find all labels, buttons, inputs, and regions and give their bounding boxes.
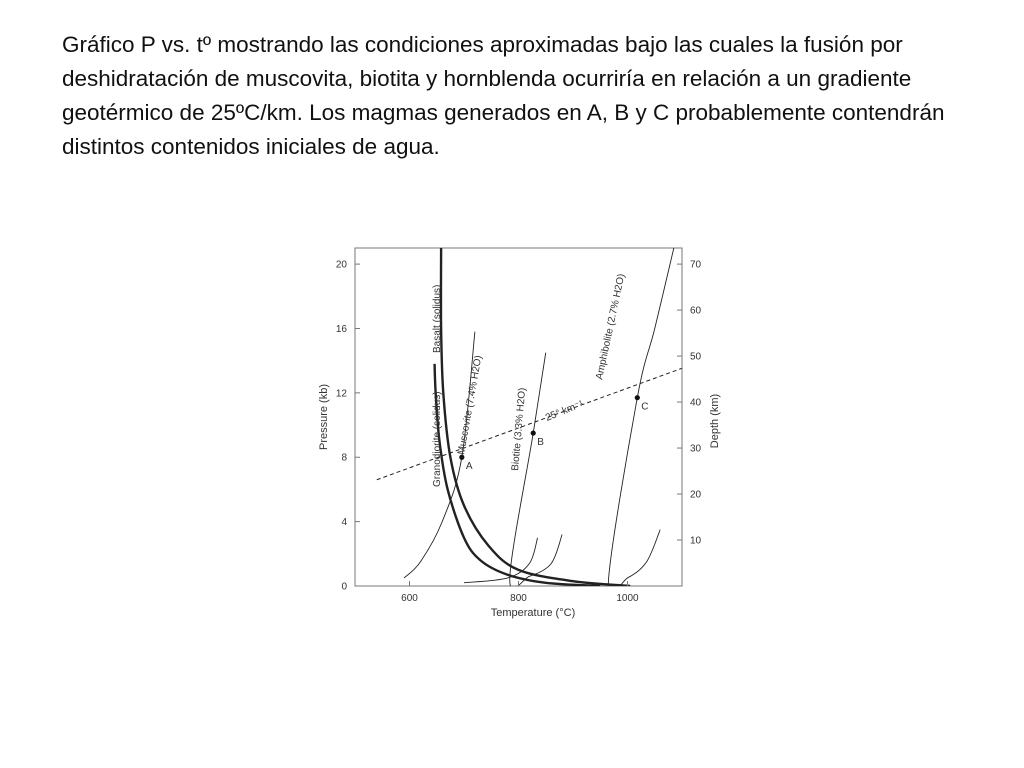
- y-tick-label: 0: [341, 581, 347, 593]
- label-layer: [432, 273, 649, 487]
- y-tick-label: 4: [341, 517, 347, 529]
- x-tick-label: 1000: [616, 593, 639, 604]
- y-axis-title: Pressure (kb): [318, 383, 330, 451]
- y-tick-label: 12: [335, 388, 347, 400]
- y2-tick-label: 20: [690, 489, 702, 501]
- biotite-label: Biotite (3.3% H2O): [510, 387, 529, 472]
- y2-tick-label: 50: [690, 351, 702, 363]
- basalt-label: Basalt (solidus): [432, 284, 443, 353]
- y-tick-label: 16: [335, 323, 347, 335]
- muscovite-label: Muscovite (7.4% H2O): [456, 354, 485, 456]
- x-tick-label: 800: [510, 593, 527, 604]
- y-tick-label: 20: [335, 259, 347, 271]
- y2-tick-label: 70: [690, 259, 702, 271]
- point-a-label: A: [465, 461, 473, 473]
- pressure-temperature-chart: [300, 225, 740, 635]
- point-b-marker: [531, 430, 536, 435]
- y2-axis-title: Depth (km): [709, 393, 721, 449]
- series-layer: [377, 248, 699, 594]
- slide-title: Gráfico P vs. tº mostrando las condiciones aproximadas bajo las cuales la fusión por deshidratación de muscovita, biotita y hornblenda ocurriría en relación a un gradiente geotérmico de 25ºC/km. Los magmas generados en A, B y C probablemente contendrán distintos contenidos iniciales de agua.: [62, 32, 945, 159]
- y2-tick-label: 10: [690, 535, 702, 547]
- x-tick-label: 600: [401, 593, 418, 604]
- amphibolite-label: Amphibolite (2.7% H2O): [594, 272, 628, 381]
- point-c-marker: [635, 395, 640, 400]
- granodiorite-label: Granodiorite (solidus): [432, 391, 443, 487]
- point-b-label: B: [537, 437, 544, 449]
- y2-tick-label: 60: [690, 305, 702, 317]
- point-c-label: C: [641, 401, 649, 413]
- series-25-km-line-5: [377, 362, 699, 479]
- x-axis-title: Temperature (°C): [490, 607, 576, 619]
- gradient-label: 25° km⁻¹: [544, 398, 586, 424]
- y2-tick-label: 30: [690, 443, 702, 455]
- pt-diagram: [300, 225, 740, 635]
- y-tick-label: 8: [341, 452, 347, 464]
- y2-tick-label: 40: [690, 397, 702, 409]
